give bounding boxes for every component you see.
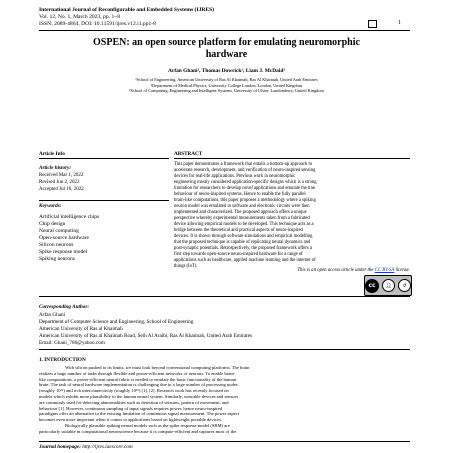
abstract-line: accelerate research, development, and verification of neuro-inspired sensing xyxy=(174,168,316,173)
keyword-item: Artificial intelligence chips xyxy=(39,214,100,220)
affiliation-3: ³School of Computing, Engineering and Intelligent Systems, University of Ulster, Londonderry, United Kingdom xyxy=(129,88,324,93)
affiliation-1: ¹School of Engineering, American University of Ras Al Khaimah, Ras Al Khaimah, United Arab Emirates xyxy=(135,77,318,82)
affiliation-2: ²Department of Medical Physics, University College London, London, United Kingdom xyxy=(150,82,303,88)
abstract-line: neuron model was emulated in software and electronic circuits were then xyxy=(174,204,310,209)
article-info-rule xyxy=(39,158,169,159)
corresponding-university: American University of Ras al Khaimah xyxy=(39,326,123,332)
history-accepted: Accepted Jul 16, 2022 xyxy=(39,187,84,192)
keywords-rule xyxy=(39,200,169,201)
intro-line: (roughly 10¹¹) and rich interconnectivity (roughly 10¹⁵) [1], [2]. Research work has recently focused on xyxy=(39,388,229,394)
abstract-line: perspective whereby experimental measurements taken from a fabricated xyxy=(174,216,310,221)
cc-icon: cc xyxy=(365,279,379,293)
footer-rule xyxy=(39,441,410,442)
share-alike-icon: ↺ xyxy=(398,279,411,292)
abstract-line: behaviour of neuro-inspired systems. Hence to enable the fully parallel xyxy=(174,192,306,197)
license-suffix: license. xyxy=(394,268,410,273)
corresponding-email: Email: Ghani_786@yahoo.com xyxy=(39,340,105,346)
keyword-item: Spike response model xyxy=(39,249,88,255)
abstract-line: devices for real-life applications. Previous work in neuromorphic xyxy=(174,174,296,179)
corresponding-name: Arfan Ghani xyxy=(39,312,66,318)
abstract-line: engineering mostly considered application-specific designs which is a strong xyxy=(174,180,317,185)
keyword-item: Open-source hardware xyxy=(39,235,89,241)
abstract-line: limitation for researchers to develop novel applications and emulate the true xyxy=(174,186,316,191)
keyword-item: Neural computing xyxy=(39,228,79,234)
intro-line: behaviour [1]. However, continuous sampling of input signals requires power, hence neuro-inspired xyxy=(39,405,223,411)
history-revised: Revised Jun 2, 2022 xyxy=(39,180,80,185)
homepage-link[interactable]: http://ijres.iaescore.com xyxy=(82,444,133,450)
abstract-line: devices. It is shown through software simulations and empirical modelling xyxy=(174,234,313,239)
intro-line: paradigms offer an alternative to the existing limitation of continuous signal measurement. The power aspect xyxy=(39,411,239,417)
abstract-line: brain-like computations, this paper proposes a methodology where a spiking xyxy=(174,198,316,203)
keyword-item: Spiking neurons xyxy=(39,256,75,262)
intro-line: realizes a huge number of tasks through flexible and power-efficient networks of neurons. To enable brain- xyxy=(39,370,236,376)
intro-line: like computations, a power-efficient neural fabric is needed to emulate the basic functionality of the human xyxy=(39,376,237,382)
abstract-line: device allowing empirical models to be developed. This technique acts as a xyxy=(174,222,314,227)
by-person-icon: 👤︎ xyxy=(382,279,395,292)
intro-line: are commonly used for detecting abnormalities such as detection of seizures, pattern of movement, and xyxy=(39,399,229,405)
intro-line: particularly suitable in computational neuroscience because it is compute-efficient and captures most of the xyxy=(39,428,237,434)
corresponding-rule xyxy=(39,349,410,350)
abstract-bottom-rule xyxy=(39,296,410,297)
introduction-heading: 1. INTRODUCTION xyxy=(39,357,86,363)
abstract-text xyxy=(174,162,410,270)
header-rule xyxy=(39,30,410,31)
corresponding-address: American University of Ras al Khaimah Road, Seih Al Araibi, Ras Al Khaimah, United Arab Emirates xyxy=(39,333,252,339)
abstract-heading: ABSTRACT xyxy=(174,151,203,157)
abstract-line: things (IoT). xyxy=(174,264,198,269)
paper-title-line1: OSPEN: an open source platform for emulating neuromorphic xyxy=(93,37,360,48)
abstract-line: that the proposed technique is capable of replicating neural dynamics and xyxy=(174,240,311,245)
journal-name: International Journal of Reconfigurable and Embedded Systems (IJRES) xyxy=(39,7,215,13)
abstract-line: first step towards open-source neuro-inspired hardware for a range of xyxy=(174,252,303,257)
abstract-line: implemented and characterized. The proposed approach offers a unique xyxy=(174,210,307,215)
journal-volume: Vol. 12, No. 1, March 2023, pp. 1~8 xyxy=(39,14,121,20)
article-info-heading: Article Info xyxy=(39,151,65,157)
abstract-line: This paper demonstrates a framework that entails a bottom-up approach to xyxy=(174,162,313,167)
intro-line: becomes even more important when it comes to applications based on lightweight portable devices. xyxy=(39,417,222,423)
abstract-line: applications such as healthcare, applied machine learning and the internet of xyxy=(174,258,316,263)
introduction-text xyxy=(39,365,410,435)
article-history-heading: Article history: xyxy=(39,165,72,171)
page-number: 1 xyxy=(398,20,401,26)
paper-authors: Arfan Ghani¹, Thomas Dowrick², Liam J. McDaid³ xyxy=(168,68,285,74)
journal-issn: ISSN: 2089-4864, DOI: 10.11591/ijres.v12.i1.pp1-8 xyxy=(39,21,156,27)
license-note xyxy=(176,268,410,274)
paper-title-line2: hardware xyxy=(205,49,248,60)
intro-line: Biologically plausible spiking neural models such as the spike response model (SRM) are xyxy=(65,422,230,428)
intro-line: With silicon pushed to its limits, we must look beyond conventional computing platforms. The brain xyxy=(65,365,250,370)
document-icon xyxy=(368,20,377,28)
license-prefix: This is an open access article under the xyxy=(297,268,375,273)
history-received: Received Mar 1, 2022 xyxy=(39,173,84,178)
license-link[interactable]: CC BY-SA xyxy=(374,268,395,273)
journal-homepage xyxy=(39,444,133,450)
homepage-label: Journal homepage: xyxy=(39,444,81,450)
corresponding-heading: Corresponding Author: xyxy=(39,304,90,310)
abstract-line: bridge between the theoretical and practical aspects of neuro-inspired xyxy=(174,228,303,233)
cc-license-badge[interactable] xyxy=(364,275,412,296)
intro-line: models which exhibit more plausibility to the human neural system. Similarly, wearable devices and sensors xyxy=(39,393,238,399)
corresponding-dept: Department of Computer Science and Engineering, School of Engineering xyxy=(39,319,194,325)
keyword-item: Silicon neurons xyxy=(39,242,74,248)
abstract-line: post-synaptic potentials. Retrospectively, the proposed framework offers a xyxy=(174,246,312,251)
abstract-rule xyxy=(174,158,410,159)
keywords-heading: Keywords: xyxy=(39,203,62,209)
keyword-item: Chip design xyxy=(39,221,66,227)
intro-line: brain. The task of neural hardware implementation is challenging due to a large number of processing nodes xyxy=(39,382,238,388)
